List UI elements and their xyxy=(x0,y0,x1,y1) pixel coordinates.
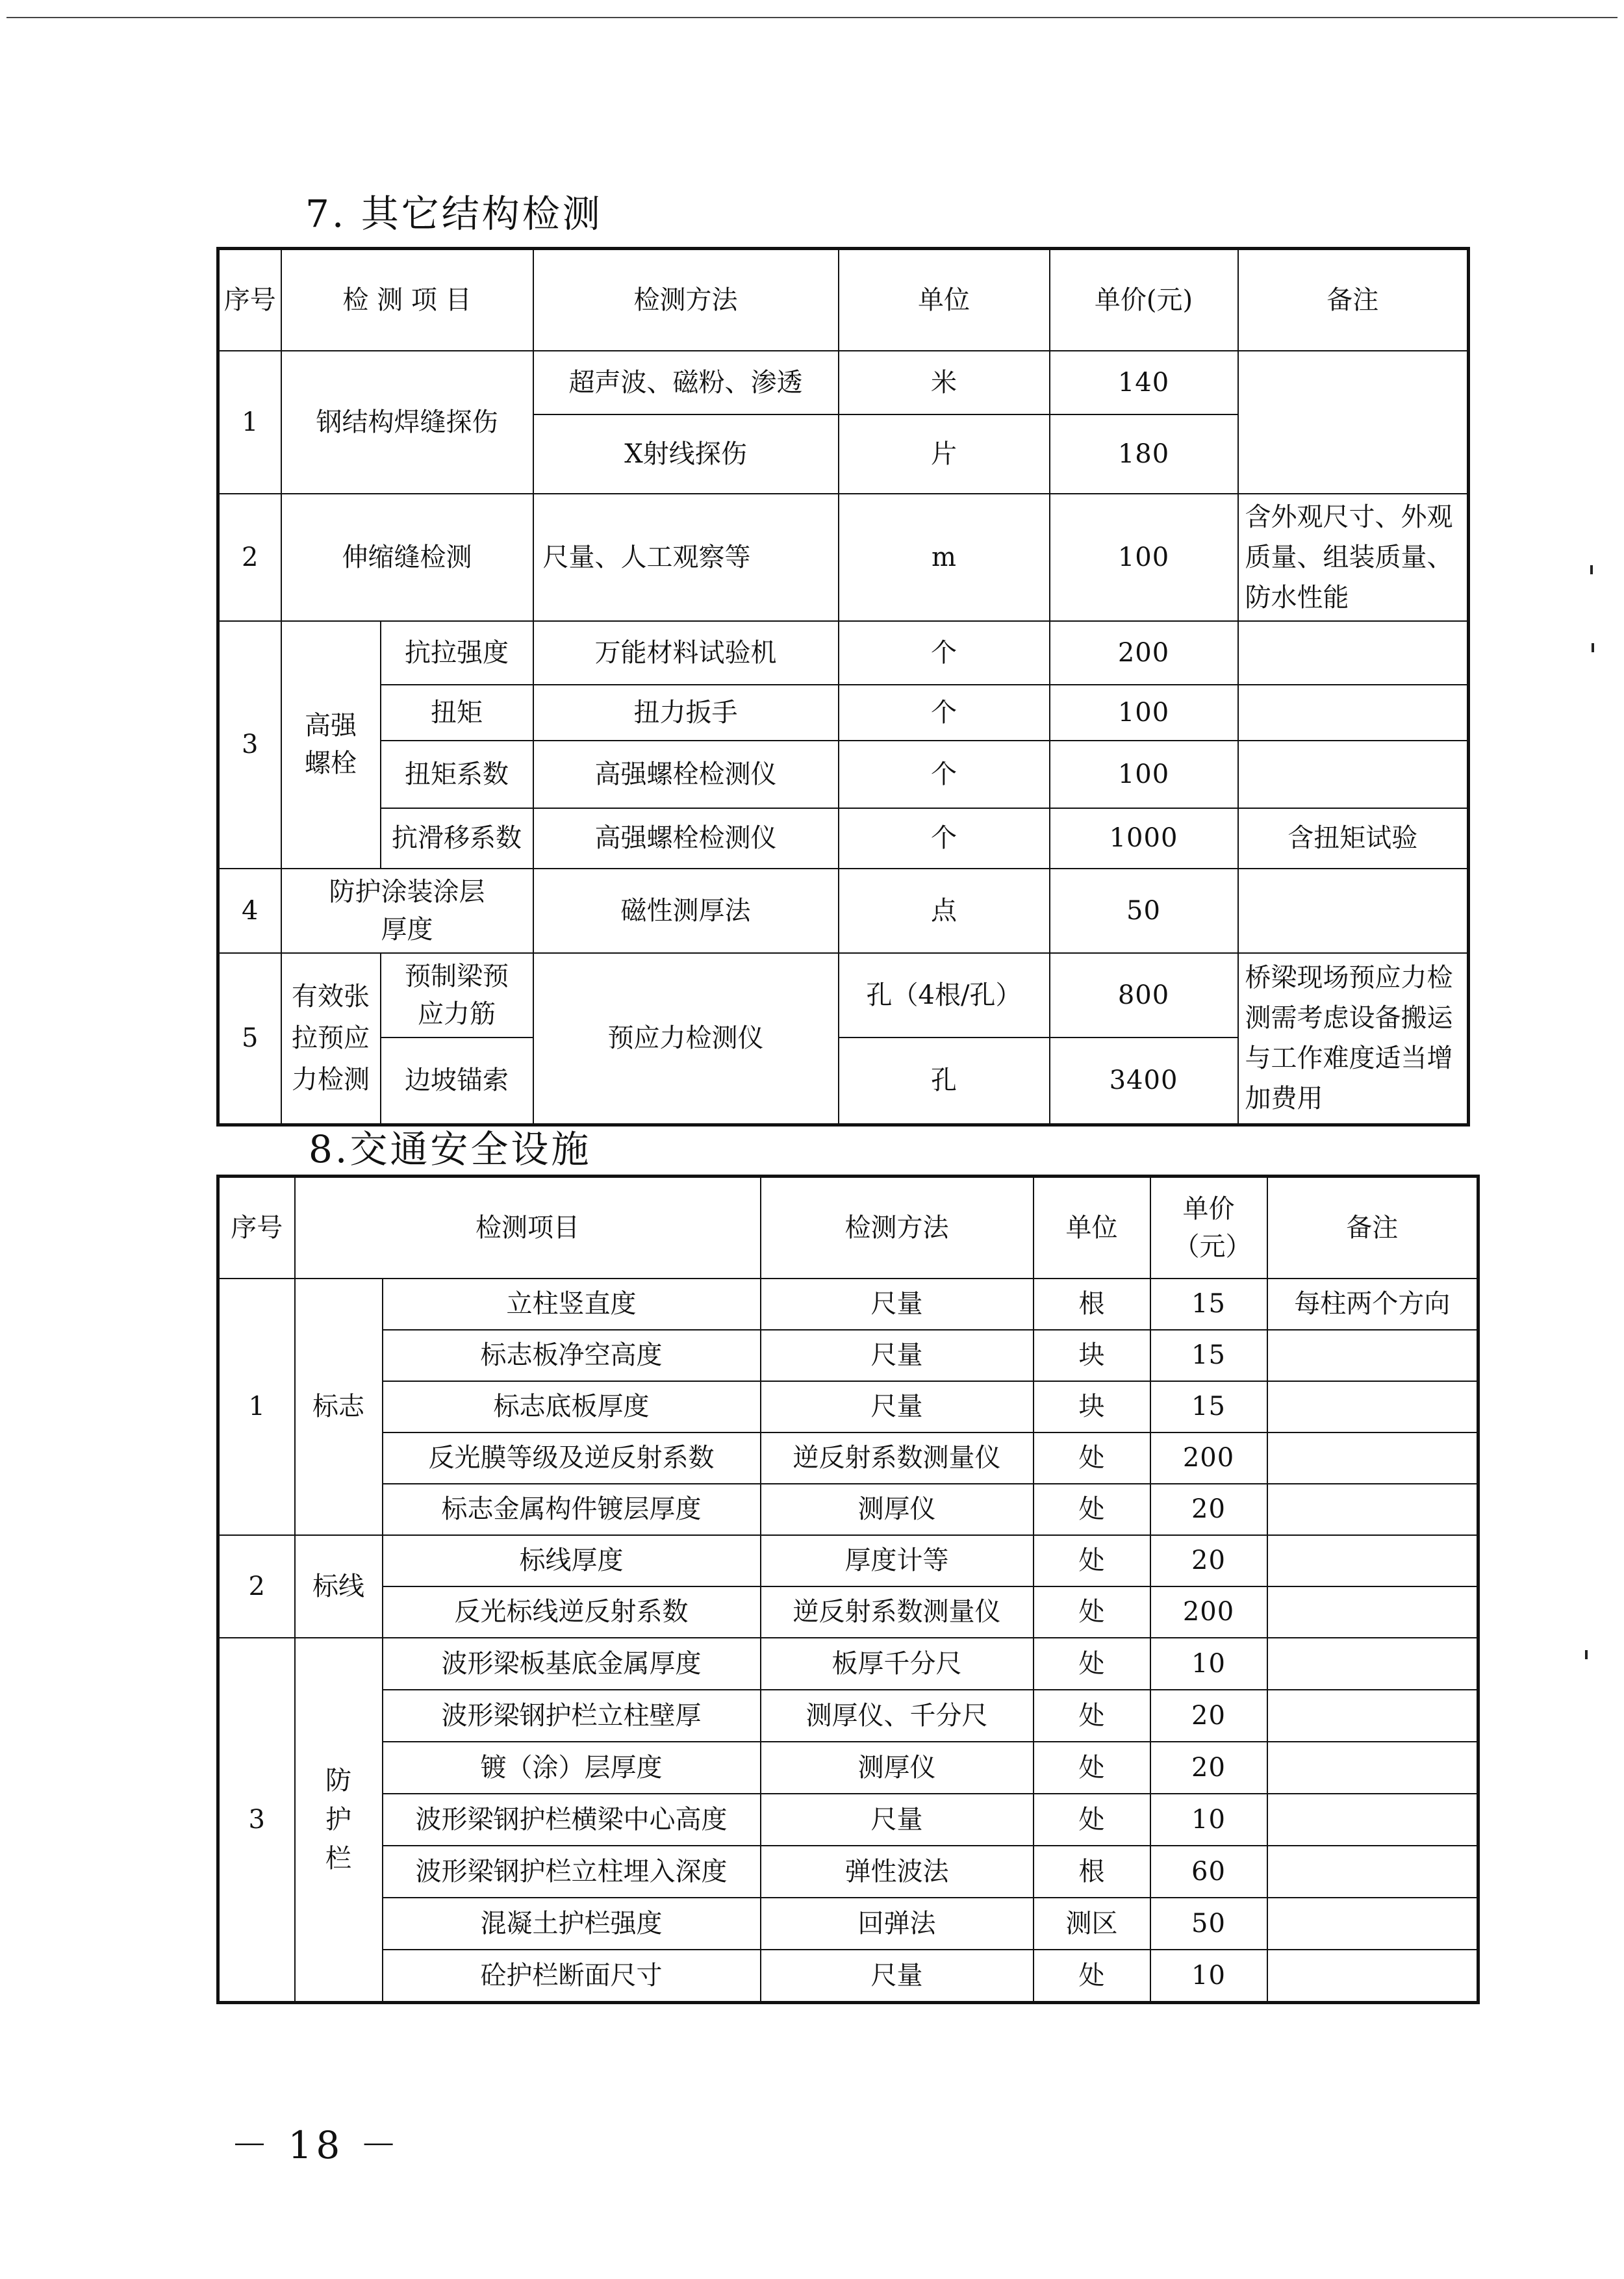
row-unit: 片 xyxy=(839,414,1050,494)
row-unit: 处 xyxy=(1034,1690,1150,1742)
row-unit: 米 xyxy=(839,351,1050,414)
row-item: 扭矩系数 xyxy=(381,741,533,808)
row-price: 60 xyxy=(1150,1846,1267,1898)
row-unit: 处 xyxy=(1034,1638,1150,1690)
scan-top-border xyxy=(6,17,1618,18)
row-item: 标志金属构件镀层厚度 xyxy=(383,1484,761,1535)
row-price: 20 xyxy=(1150,1484,1267,1535)
row-price: 10 xyxy=(1150,1794,1267,1846)
row-note xyxy=(1267,1690,1478,1742)
row-item: 砼护栏断面尺寸 xyxy=(383,1950,761,2003)
row-price: 10 xyxy=(1150,1638,1267,1690)
row-price: 100 xyxy=(1050,685,1238,741)
row-item: 波形梁钢护栏横梁中心高度 xyxy=(383,1794,761,1846)
table-row xyxy=(218,1690,1478,1742)
table-row xyxy=(218,953,1469,1038)
table-row xyxy=(218,351,1469,414)
section8-title: 8.交通安全设施 xyxy=(309,1127,592,1171)
row-unit: 个 xyxy=(839,741,1050,808)
row-method: 测厚仪 xyxy=(761,1484,1034,1535)
row-item: 防护涂装涂层厚度 xyxy=(281,869,533,953)
row-method: 逆反射系数测量仪 xyxy=(761,1432,1034,1484)
row-item: 抗滑移系数 xyxy=(381,808,533,869)
row-method: 预应力检测仪 xyxy=(533,953,839,1125)
row-item: 伸缩缝检测 xyxy=(281,494,533,621)
table-row xyxy=(218,808,1469,869)
row-item: 边坡锚索 xyxy=(381,1038,533,1125)
row-price: 3400 xyxy=(1050,1038,1238,1125)
header-note: 备注 xyxy=(1238,249,1469,351)
row-note xyxy=(1267,1484,1478,1535)
row-method: 万能材料试验机 xyxy=(533,621,839,685)
group-seq: 1 xyxy=(218,1279,295,1535)
header-unit: 单位 xyxy=(1034,1177,1150,1279)
group-seq: 3 xyxy=(218,1638,295,2003)
table-row xyxy=(218,621,1469,685)
row-price: 20 xyxy=(1150,1535,1267,1586)
row-note xyxy=(1267,1381,1478,1432)
row-note xyxy=(1267,1898,1478,1950)
row-price: 15 xyxy=(1150,1279,1267,1330)
row-method: 高强螺栓检测仪 xyxy=(533,808,839,869)
row-item: 扭矩 xyxy=(381,685,533,741)
row-unit: 块 xyxy=(1034,1381,1150,1432)
row-price: 180 xyxy=(1050,414,1238,494)
row-note: 含扭矩试验 xyxy=(1238,808,1469,869)
row-method: 高强螺栓检测仪 xyxy=(533,741,839,808)
row-price: 10 xyxy=(1150,1950,1267,2003)
scan-mark xyxy=(1592,643,1594,652)
row-note xyxy=(1238,685,1469,741)
table-header-row xyxy=(218,249,1469,351)
table-row xyxy=(218,1950,1478,2003)
row-method: 板厚千分尺 xyxy=(761,1638,1034,1690)
row-unit: 根 xyxy=(1034,1279,1150,1330)
group-name: 标志 xyxy=(295,1279,383,1535)
page-number: － 18 － xyxy=(231,2123,401,2167)
row-unit: 测区 xyxy=(1034,1898,1150,1950)
table-row xyxy=(218,685,1469,741)
table-row xyxy=(218,1381,1478,1432)
row-note xyxy=(1267,1794,1478,1846)
scan-mark xyxy=(1585,1650,1588,1659)
row-note xyxy=(1267,1950,1478,2003)
section8-table xyxy=(216,1175,1480,2004)
row-seq: 3 xyxy=(218,621,281,869)
header-seq: 序号 xyxy=(218,1177,295,1279)
row-group: 高强螺栓 xyxy=(281,621,381,869)
row-method: 逆反射系数测量仪 xyxy=(761,1586,1034,1638)
row-method: X射线探伤 xyxy=(533,414,839,494)
header-method: 检测方法 xyxy=(533,249,839,351)
row-unit: 点 xyxy=(839,869,1050,953)
row-method: 尺量 xyxy=(761,1330,1034,1381)
row-unit: 根 xyxy=(1034,1846,1150,1898)
row-seq: 5 xyxy=(218,953,281,1125)
table-row xyxy=(218,1484,1478,1535)
row-method: 尺量 xyxy=(761,1279,1034,1330)
row-item: 反光标线逆反射系数 xyxy=(383,1586,761,1638)
row-price: 1000 xyxy=(1050,808,1238,869)
row-note xyxy=(1267,1330,1478,1381)
row-method: 磁性测厚法 xyxy=(533,869,839,953)
row-price: 15 xyxy=(1150,1330,1267,1381)
row-note: 每柱两个方向 xyxy=(1267,1279,1478,1330)
row-price: 200 xyxy=(1050,621,1238,685)
table-row xyxy=(218,869,1469,953)
row-note xyxy=(1238,351,1469,494)
row-price: 140 xyxy=(1050,351,1238,414)
row-method: 尺量、人工观察等 xyxy=(533,494,839,621)
row-price: 50 xyxy=(1150,1898,1267,1950)
row-unit: 处 xyxy=(1034,1794,1150,1846)
row-price: 100 xyxy=(1050,741,1238,808)
header-seq: 序号 xyxy=(218,249,281,351)
row-price: 100 xyxy=(1050,494,1238,621)
row-item: 波形梁钢护栏立柱壁厚 xyxy=(383,1690,761,1742)
table-row xyxy=(218,1432,1478,1484)
row-note xyxy=(1267,1586,1478,1638)
table-header-row xyxy=(218,1177,1478,1279)
row-item: 波形梁钢护栏立柱埋入深度 xyxy=(383,1846,761,1898)
row-unit: 孔（4根/孔） xyxy=(839,953,1050,1038)
row-note: 含外观尺寸、外观质量、组装质量、防水性能 xyxy=(1238,494,1469,621)
row-method: 尺量 xyxy=(761,1794,1034,1846)
row-item: 预制梁预应力筋 xyxy=(381,953,533,1038)
section7-title: 7. 其它结构检测 xyxy=(305,192,603,236)
row-price: 200 xyxy=(1150,1432,1267,1484)
row-method: 弹性波法 xyxy=(761,1846,1034,1898)
row-unit: 块 xyxy=(1034,1330,1150,1381)
header-unit: 单位 xyxy=(839,249,1050,351)
row-method: 尺量 xyxy=(761,1950,1034,2003)
row-item: 钢结构焊缝探伤 xyxy=(281,351,533,494)
row-item: 标志底板厚度 xyxy=(383,1381,761,1432)
row-price: 50 xyxy=(1050,869,1238,953)
section7-table xyxy=(216,247,1470,1127)
table-row xyxy=(218,1638,1478,1690)
header-price: 单价(元) xyxy=(1050,249,1238,351)
row-method: 厚度计等 xyxy=(761,1535,1034,1586)
row-note xyxy=(1267,1432,1478,1484)
row-note xyxy=(1238,621,1469,685)
row-method: 尺量 xyxy=(761,1381,1034,1432)
row-price: 20 xyxy=(1150,1690,1267,1742)
table-row xyxy=(218,741,1469,808)
row-unit: 处 xyxy=(1034,1535,1150,1586)
row-method: 测厚仪、千分尺 xyxy=(761,1690,1034,1742)
table-row xyxy=(218,1535,1478,1586)
row-item: 标线厚度 xyxy=(383,1535,761,1586)
row-price: 20 xyxy=(1150,1742,1267,1794)
row-item: 反光膜等级及逆反射系数 xyxy=(383,1432,761,1484)
row-unit: 处 xyxy=(1034,1742,1150,1794)
row-unit: 处 xyxy=(1034,1484,1150,1535)
row-unit: 孔 xyxy=(839,1038,1050,1125)
table-row xyxy=(218,1794,1478,1846)
row-seq: 1 xyxy=(218,351,281,494)
header-method: 检测方法 xyxy=(761,1177,1034,1279)
table-row xyxy=(218,1586,1478,1638)
row-unit: m xyxy=(839,494,1050,621)
row-item: 混凝土护栏强度 xyxy=(383,1898,761,1950)
row-method: 超声波、磁粉、渗透 xyxy=(533,351,839,414)
row-price: 800 xyxy=(1050,953,1238,1038)
row-item: 波形梁板基底金属厚度 xyxy=(383,1638,761,1690)
row-item: 镀（涂）层厚度 xyxy=(383,1742,761,1794)
group-name: 标线 xyxy=(295,1535,383,1638)
header-item: 检测项目 xyxy=(295,1177,761,1279)
row-note xyxy=(1267,1535,1478,1586)
table-row xyxy=(218,1846,1478,1898)
header-price: 单价（元） xyxy=(1150,1177,1267,1279)
row-unit: 个 xyxy=(839,808,1050,869)
row-unit: 个 xyxy=(839,685,1050,741)
row-price: 200 xyxy=(1150,1586,1267,1638)
row-seq: 2 xyxy=(218,494,281,621)
row-item: 抗拉强度 xyxy=(381,621,533,685)
group-name: 防护栏 xyxy=(295,1638,383,2003)
row-item: 标志板净空高度 xyxy=(383,1330,761,1381)
row-item: 立柱竖直度 xyxy=(383,1279,761,1330)
row-seq: 4 xyxy=(218,869,281,953)
row-unit: 处 xyxy=(1034,1586,1150,1638)
row-unit: 处 xyxy=(1034,1950,1150,2003)
row-note xyxy=(1238,741,1469,808)
row-note xyxy=(1267,1846,1478,1898)
row-price: 15 xyxy=(1150,1381,1267,1432)
group-seq: 2 xyxy=(218,1535,295,1638)
header-item: 检 测 项 目 xyxy=(281,249,533,351)
row-note xyxy=(1267,1742,1478,1794)
table-row xyxy=(218,494,1469,621)
scan-mark xyxy=(1590,565,1593,574)
row-note: 桥梁现场预应力检测需考虑设备搬运与工作难度适当增加费用 xyxy=(1238,953,1469,1125)
row-method: 回弹法 xyxy=(761,1898,1034,1950)
row-method: 测厚仪 xyxy=(761,1742,1034,1794)
table-row xyxy=(218,1898,1478,1950)
row-note xyxy=(1267,1638,1478,1690)
table-row xyxy=(218,1279,1478,1330)
table-row xyxy=(218,1742,1478,1794)
header-note: 备注 xyxy=(1267,1177,1478,1279)
row-unit: 处 xyxy=(1034,1432,1150,1484)
row-note xyxy=(1238,869,1469,953)
row-method: 扭力扳手 xyxy=(533,685,839,741)
row-group: 有效张拉预应力检测 xyxy=(281,953,381,1125)
row-unit: 个 xyxy=(839,621,1050,685)
table-row xyxy=(218,1330,1478,1381)
